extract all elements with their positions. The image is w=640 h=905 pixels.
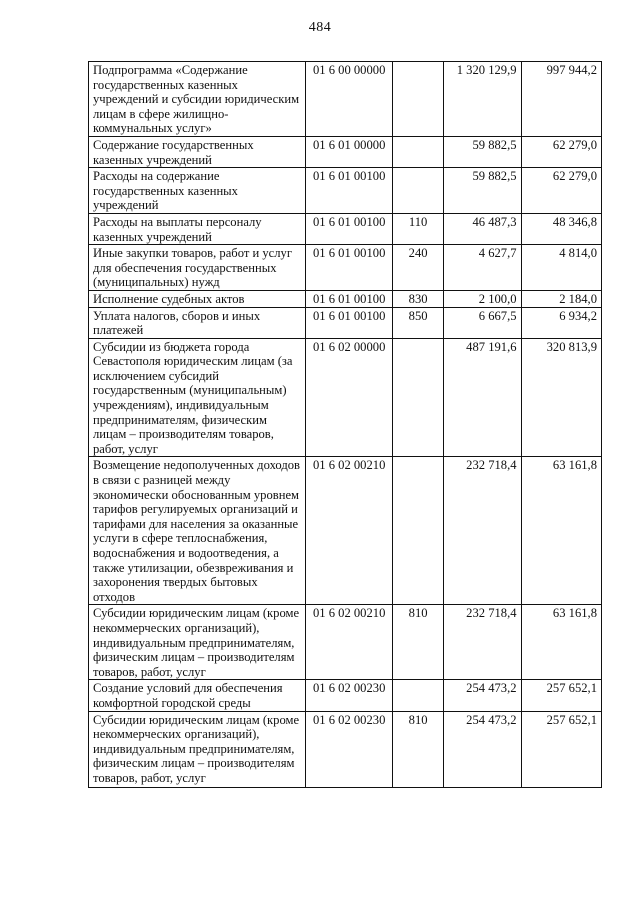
- amount-year2-cell: 257 652,1: [521, 711, 601, 787]
- amount-year2-cell: 4 814,0: [521, 245, 601, 291]
- target-article-code-cell: 01 6 01 00100: [306, 213, 393, 244]
- amount-year2-cell: 63 161,8: [521, 457, 601, 605]
- amount-year1-cell: 1 320 129,9: [444, 62, 521, 137]
- amount-year2-cell: 48 346,8: [521, 213, 601, 244]
- expense-name-cell: Субсидии юридическим лицам (кроме некоммерческих организаций), индивидуальным предпринимателям, физическим лицам – производителям товаров, работ, услуг: [89, 605, 306, 680]
- expense-type-code-cell: [393, 62, 444, 137]
- amount-year2-cell: 997 944,2: [521, 62, 601, 137]
- budget-table-body: [89, 62, 602, 788]
- target-article-code-cell: 01 6 01 00100: [306, 168, 393, 214]
- amount-year2-cell: 320 813,9: [521, 338, 601, 457]
- table-row: [89, 245, 602, 291]
- table-row: [89, 680, 602, 711]
- amount-year1-cell: 59 882,5: [444, 136, 521, 167]
- amount-year2-cell: 257 652,1: [521, 680, 601, 711]
- amount-year2-cell: 62 279,0: [521, 168, 601, 214]
- amount-year1-cell: 4 627,7: [444, 245, 521, 291]
- table-row: [89, 338, 602, 457]
- expense-type-code-cell: 830: [393, 290, 444, 307]
- expense-type-code-cell: 110: [393, 213, 444, 244]
- expense-name-cell: Уплата налогов, сборов и иных платежей: [89, 307, 306, 338]
- expense-name-cell: Иные закупки товаров, работ и услуг для обеспечения государственных (муниципальных) нужд: [89, 245, 306, 291]
- target-article-code-cell: 01 6 02 00210: [306, 605, 393, 680]
- target-article-code-cell: 01 6 01 00100: [306, 307, 393, 338]
- expense-type-code-cell: 240: [393, 245, 444, 291]
- expense-name-cell: Возмещение недополученных доходов в связи с разницей между экономически обоснованным уровнем тарифов регулируемых организаций и тарифами для населения за оказанные услуги в сфере теплоснабжения, водоснабжения и водоотведения, а также утилизации, обезвреживания и захоронения твердых бытовых отходов: [89, 457, 306, 605]
- table-row: [89, 457, 602, 605]
- target-article-code-cell: 01 6 02 00230: [306, 711, 393, 787]
- expense-name-cell: Расходы на выплаты персоналу казенных учреждений: [89, 213, 306, 244]
- page-number: 484: [308, 20, 332, 35]
- expense-name-cell: Создание условий для обеспечения комфортной городской среды: [89, 680, 306, 711]
- table-row: [89, 605, 602, 680]
- expense-type-code-cell: [393, 136, 444, 167]
- expense-name-cell: Содержание государственных казенных учреждений: [89, 136, 306, 167]
- expense-type-code-cell: 810: [393, 711, 444, 787]
- table-row: [89, 62, 602, 137]
- amount-year1-cell: 2 100,0: [444, 290, 521, 307]
- amount-year1-cell: 254 473,2: [444, 711, 521, 787]
- budget-table: [88, 61, 602, 788]
- expense-type-code-cell: [393, 338, 444, 457]
- expense-name-cell: Расходы на содержание государственных казенных учреждений: [89, 168, 306, 214]
- amount-year1-cell: 232 718,4: [444, 605, 521, 680]
- target-article-code-cell: 01 6 02 00000: [306, 338, 393, 457]
- target-article-code-cell: 01 6 01 00100: [306, 290, 393, 307]
- table-row: [89, 307, 602, 338]
- expense-type-code-cell: 850: [393, 307, 444, 338]
- amount-year2-cell: 63 161,8: [521, 605, 601, 680]
- amount-year1-cell: 46 487,3: [444, 213, 521, 244]
- target-article-code-cell: 01 6 02 00210: [306, 457, 393, 605]
- expense-type-code-cell: [393, 680, 444, 711]
- amount-year1-cell: 232 718,4: [444, 457, 521, 605]
- expense-name-cell: Субсидии юридическим лицам (кроме некоммерческих организаций), индивидуальным предпринимателям, физическим лицам – производителям товаров, работ, услуг: [89, 711, 306, 787]
- amount-year1-cell: 254 473,2: [444, 680, 521, 711]
- amount-year2-cell: 2 184,0: [521, 290, 601, 307]
- amount-year2-cell: 62 279,0: [521, 136, 601, 167]
- target-article-code-cell: 01 6 00 00000: [306, 62, 393, 137]
- amount-year1-cell: 6 667,5: [444, 307, 521, 338]
- table-row: [89, 213, 602, 244]
- amount-year1-cell: 487 191,6: [444, 338, 521, 457]
- target-article-code-cell: 01 6 01 00100: [306, 245, 393, 291]
- table-row: [89, 136, 602, 167]
- expense-name-cell: Исполнение судебных актов: [89, 290, 306, 307]
- expense-name-cell: Подпрограмма «Содержание государственных казенных учреждений и субсидии юридическим лицам в сфере жилищно-коммунальных услуг»: [89, 62, 306, 137]
- table-row: [89, 168, 602, 214]
- table-row: [89, 290, 602, 307]
- expense-type-code-cell: [393, 168, 444, 214]
- expense-type-code-cell: 810: [393, 605, 444, 680]
- target-article-code-cell: 01 6 02 00230: [306, 680, 393, 711]
- target-article-code-cell: 01 6 01 00000: [306, 136, 393, 167]
- amount-year2-cell: 6 934,2: [521, 307, 601, 338]
- table-row: [89, 711, 602, 787]
- amount-year1-cell: 59 882,5: [444, 168, 521, 214]
- expense-name-cell: Субсидии из бюджета города Севастополя юридическим лицам (за исключением субсидий государственным (муниципальным) учреждениям), индивидуальным предпринимателям, физическим лицам – производителям товаров, работ, услуг: [89, 338, 306, 457]
- expense-type-code-cell: [393, 457, 444, 605]
